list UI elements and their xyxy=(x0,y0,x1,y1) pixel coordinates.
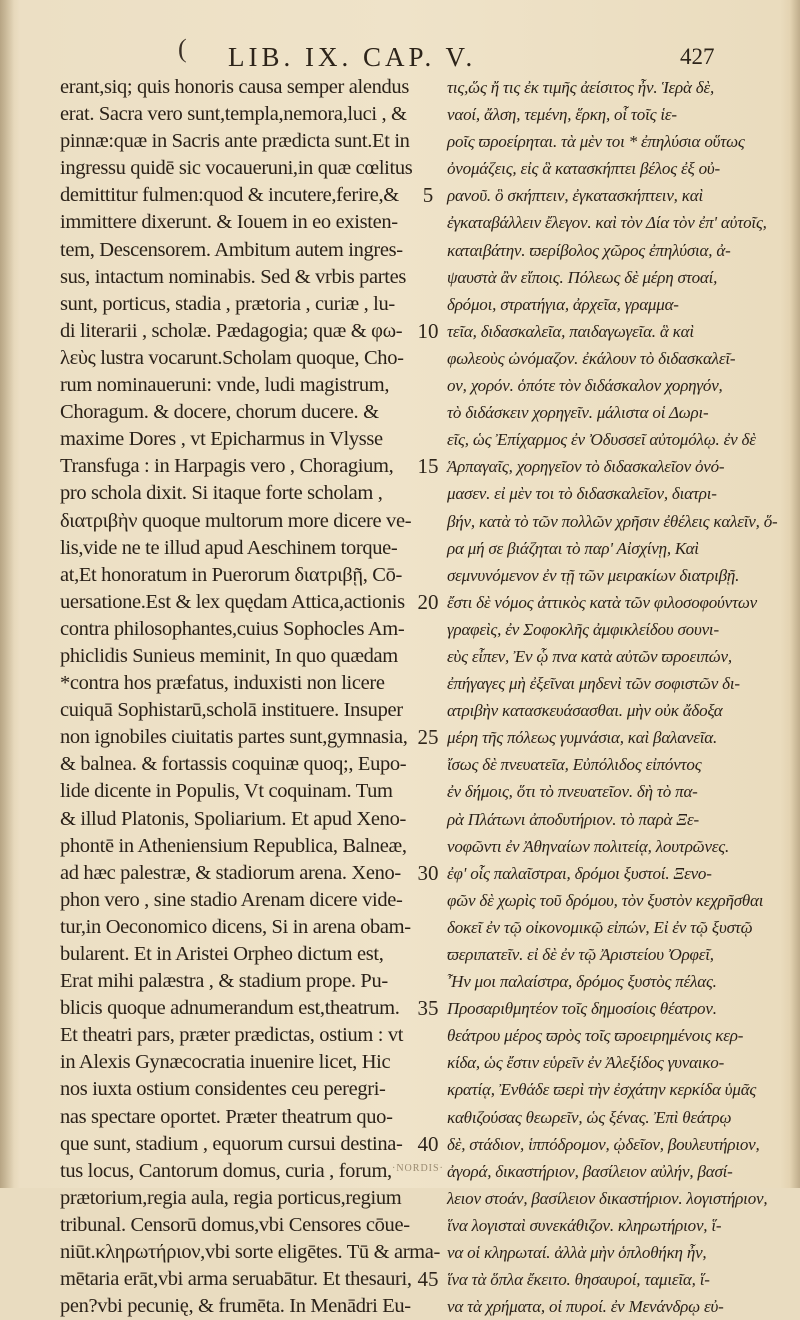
page-edge-shadow xyxy=(0,0,14,1188)
latin-text-line: phontē in Atheniensium Republica, Balneæ, xyxy=(60,834,407,857)
greek-text-line: τις,ὥς ἤ τις ἐκ τιμῆς ἀείσιτος ἦν. Ἱερὰ δὲ, xyxy=(447,78,715,97)
greek-text-line: σεμνυνόμενον ἐν τῇ τῶν μειρακίων διατριβῇ. xyxy=(447,565,740,585)
latin-text-line: ad hæc palestræ, & stadiorum arena. Xeno- xyxy=(60,861,401,884)
latin-text-line: Et theatri pars, præter prædictas, ostium : vt xyxy=(60,1024,404,1047)
latin-text-line: pen?vbi pecunię, & frumēta. In Menādri Eu- xyxy=(60,1295,411,1318)
greek-text-line: ἴσως δὲ πνευατεῖα, Εὐπόλιδος εἰπόντος xyxy=(447,755,702,775)
latin-text-line: tem, Descensorem. Ambitum autem ingres- xyxy=(60,238,403,261)
greek-text-line: ον, χορόν. ὁπότε τὸν διδάσκαλον χορηγόν, xyxy=(447,376,723,396)
greek-text-line: δρόμοι, στρατήγια, ἀρχεῖα, γραμμα- xyxy=(447,294,679,314)
bracket-mark: ( xyxy=(178,34,187,63)
line-number: 15 xyxy=(417,454,439,479)
greek-text-line: δοκεῖ ἐν τῷ οἰκονομικῷ εἰπών, Εἰ ἐν τῷ ξυστῷ xyxy=(447,917,753,937)
latin-text-line: Transfuga : in Harpagis vero , Choragium, xyxy=(60,455,394,478)
latin-text-line: tus locus, Cantorum domus, curia , forum, xyxy=(60,1159,392,1182)
greek-text-line: ψαυστὰ ἂν εἴποις. Πόλεως δὲ μέρη στοαί, xyxy=(447,267,718,287)
latin-text-line: at,Et honoratum in Puerorum διατριβῇ, Cō- xyxy=(60,563,402,586)
latin-text-line: lide dicente in Populis, Vt coquinam. Tum xyxy=(60,780,393,803)
greek-text-line: καθιζούσας θεωρεῖν, ὡς ξένας. Ἐπὶ θεάτρῳ xyxy=(447,1107,732,1127)
greek-text-line: ἐν δήμοις, ὅτι τὸ πνευατεῖον. δὴ τὸ πα- xyxy=(447,782,698,802)
greek-text-line: ἐφ' οἷς παλαῖστραι, δρόμοι ξυστοί. Ξενο- xyxy=(447,863,712,883)
footer-stamp: ·NORDIS· xyxy=(392,1163,444,1174)
greek-text-line: ἵνα τὰ ὅπλα ἔκειτο. θησαυροί, ταμιεῖα, ἵ- xyxy=(447,1270,710,1290)
latin-text-line: demittitur fulmen:quod & incutere,ferire,& xyxy=(60,184,399,207)
latin-text-line: lis,vide ne te illud apud Aeschinem torque- xyxy=(60,536,398,559)
greek-text-line: φωλεοὺς ὠνόμαζον. ἐκάλουν τὸ διδασκαλεῖ- xyxy=(447,348,736,368)
line-number: 45 xyxy=(417,1267,439,1292)
greek-text-line: γραφεὶς, ἐν Σοφοκλῆς ἀμφικλείδου σουνι- xyxy=(447,619,719,639)
greek-text-line: φῶν δὲ χωρὶς τοῦ δρόμου, τὸν ξυστὸν κεχρῆσθαι xyxy=(447,890,764,910)
greek-text-line: βήν, κατὰ τὸ τῶν πολλῶν χρῆσιν ἐθέλεις καλεῖν, ὅ- xyxy=(447,511,778,531)
latin-text-line: bularent. Et in Aristei Orpheo dictum est, xyxy=(60,943,384,965)
greek-text-line: ἔστι δὲ νόμος ἀττικὸς κατὰ τῶν φιλοσοφούντων xyxy=(447,592,758,612)
latin-text-line: phiclidis Sunieus meminit, In quo quædam xyxy=(60,644,398,667)
greek-text-line: ρανοῦ. ὃ σκήπτειν, ἐγκατασκήπτειν, καὶ xyxy=(447,186,703,206)
latin-text-line: ingressu quidē sic vocaueruni,in quæ cœlitus xyxy=(60,157,413,180)
greek-text-line: ὀνομάζεις, εἰς ἃ κατασκήπτει βέλος ἐξ οὐ- xyxy=(447,159,720,179)
latin-text-line: nas spectare oportet. Præter theatrum quo- xyxy=(60,1105,393,1128)
greek-text-line: ρὰ Πλάτωνι ἀποδυτήριον. τὸ παρὰ Ξε- xyxy=(447,809,699,829)
latin-text-line: mētaria erāt,vbi arma seruabātur. Et thesauri, xyxy=(60,1268,412,1291)
latin-text-line: rum nominaueruni: vnde, ludi magistrum, xyxy=(60,374,390,397)
line-number: 25 xyxy=(417,725,439,750)
greek-text-line: ϖεριπατεῖν. εἰ δὲ ἐν τῷ Ἀριστείου Ὀρφεῖ, xyxy=(447,945,714,964)
latin-text-line: Choragum. & docere, chorum ducere. & xyxy=(60,401,379,424)
latin-text-line: immittere dixerunt. & Iouem in eo existen- xyxy=(60,211,398,234)
latin-text-line: phon vero , sine stadio Arenam dicere vide- xyxy=(60,888,403,911)
greek-text-line: ναοί, ἄλση, τεμένη, ἕρκη, οἷ τοῖς ἱε- xyxy=(447,105,677,125)
latin-text-line: non ignobiles ciuitatis partes sunt,gymnasia, xyxy=(60,726,408,749)
greek-text-line: εῖς, ὡς Ἐπίχαρμος ἐν Ὀδυσσεῖ αὐτομόλῳ. ἐν δὲ xyxy=(447,430,756,450)
latin-text-line: contra philosophantes,cuius Sophocles Am- xyxy=(60,617,405,640)
line-number: 40 xyxy=(417,1131,439,1156)
latin-text-line: que sunt, stadium , equorum cursui destina- xyxy=(60,1132,403,1155)
latin-text-line: nos iuxta ostium considentes ceu peregri- xyxy=(60,1078,386,1101)
latin-text-line: sunt, porticus, stadia , prætoria , curiæ , lu- xyxy=(60,292,395,315)
page-number: 427 xyxy=(680,44,715,69)
greek-text-line: Ἦν μοι παλαίστρα, δρόμος ξυστὸς πέλας. xyxy=(447,972,717,992)
greek-column xyxy=(447,74,778,1320)
greek-text-line: ἵνα λογισταὶ συνεκάθιζον. κληρωτήριον, ἵ- xyxy=(447,1215,722,1235)
greek-text-line: καταιβάτην. ϖερίβολος χῶρος ἐπηλύσια, ἀ- xyxy=(447,240,731,260)
latin-text-line: & balnea. & fortassis coquinæ quoq;, Eupo- xyxy=(60,753,407,776)
latin-text-line: in Alexis Gynæcocratia inuenire licet, Hic xyxy=(60,1051,391,1074)
latin-text-line: sus, intactum nominabis. Sed & vrbis partes xyxy=(60,265,406,288)
line-number: 35 xyxy=(417,996,439,1021)
greek-text-line: ἀγορά, δικαστήριον, βασίλειον αὐλήν, βασί- xyxy=(447,1161,733,1181)
line-number: 20 xyxy=(417,589,439,614)
greek-text-line: νοφῶντι ἐν Ἀθηναίων πολιτείᾳ, λουτρῶνες. xyxy=(447,836,730,856)
latin-text-line: Erat mihi palæstra , & stadium prope. Pu- xyxy=(60,970,388,993)
latin-text-line: διατριβὴν quoque multorum more dicere ve- xyxy=(60,509,412,532)
latin-text-line: maxime Dores , vt Epicharmus in Vlysse xyxy=(60,428,383,451)
greek-text-line: ατριβὴν κατασκευάσασθαι. μὴν οὐκ ἄδοξα xyxy=(447,701,723,721)
page-gutter-shadow xyxy=(790,0,800,1188)
latin-text-line: pinnæ:quæ in Sacris ante prædicta sunt.Et in xyxy=(60,130,410,153)
latin-text-line: erat. Sacra vero sunt,templa,nemora,luci , & xyxy=(60,103,407,126)
latin-text-line: niūt.κληρωτήριον,vbi sorte eligētes. Tū & arma- xyxy=(60,1241,440,1264)
latin-text-line: tribunal. Censorū domus,vbi Censores cōue- xyxy=(60,1213,410,1236)
latin-text-line: uersatione.Est & lex quędam Attica,actionis xyxy=(60,590,405,613)
greek-text-line: ροῖς ϖροείρηται. τὰ μὲν τοι * ἐπηλύσια οὕτως xyxy=(447,132,745,152)
latin-text-line: & illud Platonis, Spoliarium. Et apud Xeno- xyxy=(60,807,406,830)
greek-text-line: κίδα, ὡς ἔστιν εὑρεῖν ἐν Ἀλεξίδος γυναικο- xyxy=(447,1053,725,1073)
greek-text-line: να οἱ κληρωταί. ἀλλὰ μὴν ὁπλοθήκη ἦν, xyxy=(447,1243,707,1263)
greek-text-line: κρατίᾳ, Ἐνθάδε ϖερὶ τὴν ἐσχάτην κερκίδα ὑμᾶς xyxy=(447,1080,757,1100)
latin-text-line: tur,in Oeconomico dicens, Si in arena obam- xyxy=(60,915,411,938)
running-head-title: LIB. IX. CAP. V. xyxy=(228,42,477,72)
line-number: 5 xyxy=(422,183,434,208)
greek-text-line: να τὰ χρήματα, οἱ πυροί. ἐν Μενάνδρῳ εὐ- xyxy=(447,1297,724,1317)
greek-text-line: εὺς εἶπεν, Ἐν ᾧ πνα κατὰ αὐτῶν ϖροειπών, xyxy=(447,646,732,666)
latin-text-line: blicis quoque adnumerandum est,theatrum. xyxy=(60,997,400,1020)
greek-text-line: ἐπήγαγες μὴ ἐξεῖναι μηδενὶ τῶν σοφιστῶν δι- xyxy=(447,674,740,694)
greek-text-line: τεῖα, διδασκαλεῖα, παιδαγωγεῖα. ἃ καὶ xyxy=(447,321,694,341)
latin-text-line: cuiquā Sophistarū,scholā instituere. Insuper xyxy=(60,699,403,722)
greek-text-line: τὸ διδάσκειν χορηγεῖν. μάλιστα οἱ Δωρι- xyxy=(447,403,709,423)
greek-text-line: λειον στοάν, βασίλειον δικαστήριον. λογιστήριον, xyxy=(447,1188,768,1208)
greek-text-line: μασεν. εἰ μὲν τοι τὸ διδασκαλεῖον, διατρι- xyxy=(447,484,717,504)
line-number: 30 xyxy=(417,860,439,885)
greek-text-line: ρα μή σε βιάζηται τὸ παρ' Αἰσχίνῃ, Καὶ xyxy=(447,538,699,558)
latin-text-line: prætorium,regia aula, regia porticus,regium xyxy=(60,1186,402,1209)
greek-text-line: θεάτρου μέρος ϖρὸς τοῖς ϖροειρημένοις κερ- xyxy=(447,1026,744,1046)
latin-text-line: erant,siq; quis honoris causa semper alendus xyxy=(60,76,409,98)
greek-text-line: Προσαριθμητέον τοῖς δημοσίοις θέατρον. xyxy=(447,999,717,1019)
greek-text-line: Ἁρπαγαῖς, χορηγεῖον τὸ διδασκαλεῖον ὀνό- xyxy=(447,457,725,477)
latin-text-line: *contra hos præfatus, induxisti non licere xyxy=(60,672,385,695)
latin-text-line: λεὺς lustra vocarunt.Scholam quoque, Cho- xyxy=(60,346,404,369)
latin-text-line: di literarii , scholæ. Pædagogia; quæ & φω- xyxy=(60,319,403,342)
latin-text-line: pro schola dixit. Si itaque forte scholam , xyxy=(60,482,383,505)
greek-text-line: δὲ, στάδιον, ἱππόδρομον, ᾠδεῖον, βουλευτήριον, xyxy=(447,1134,760,1154)
greek-text-line: μέρη τῆς πόλεως γυμνάσια, καὶ βαλανεῖα. xyxy=(447,728,718,748)
line-number: 10 xyxy=(417,318,439,343)
greek-text-line: ἐγκαταβάλλειν ἔλεγον. καὶ τὸν Δία τὸν ἐπ' αὐτοῖς, xyxy=(447,213,767,233)
